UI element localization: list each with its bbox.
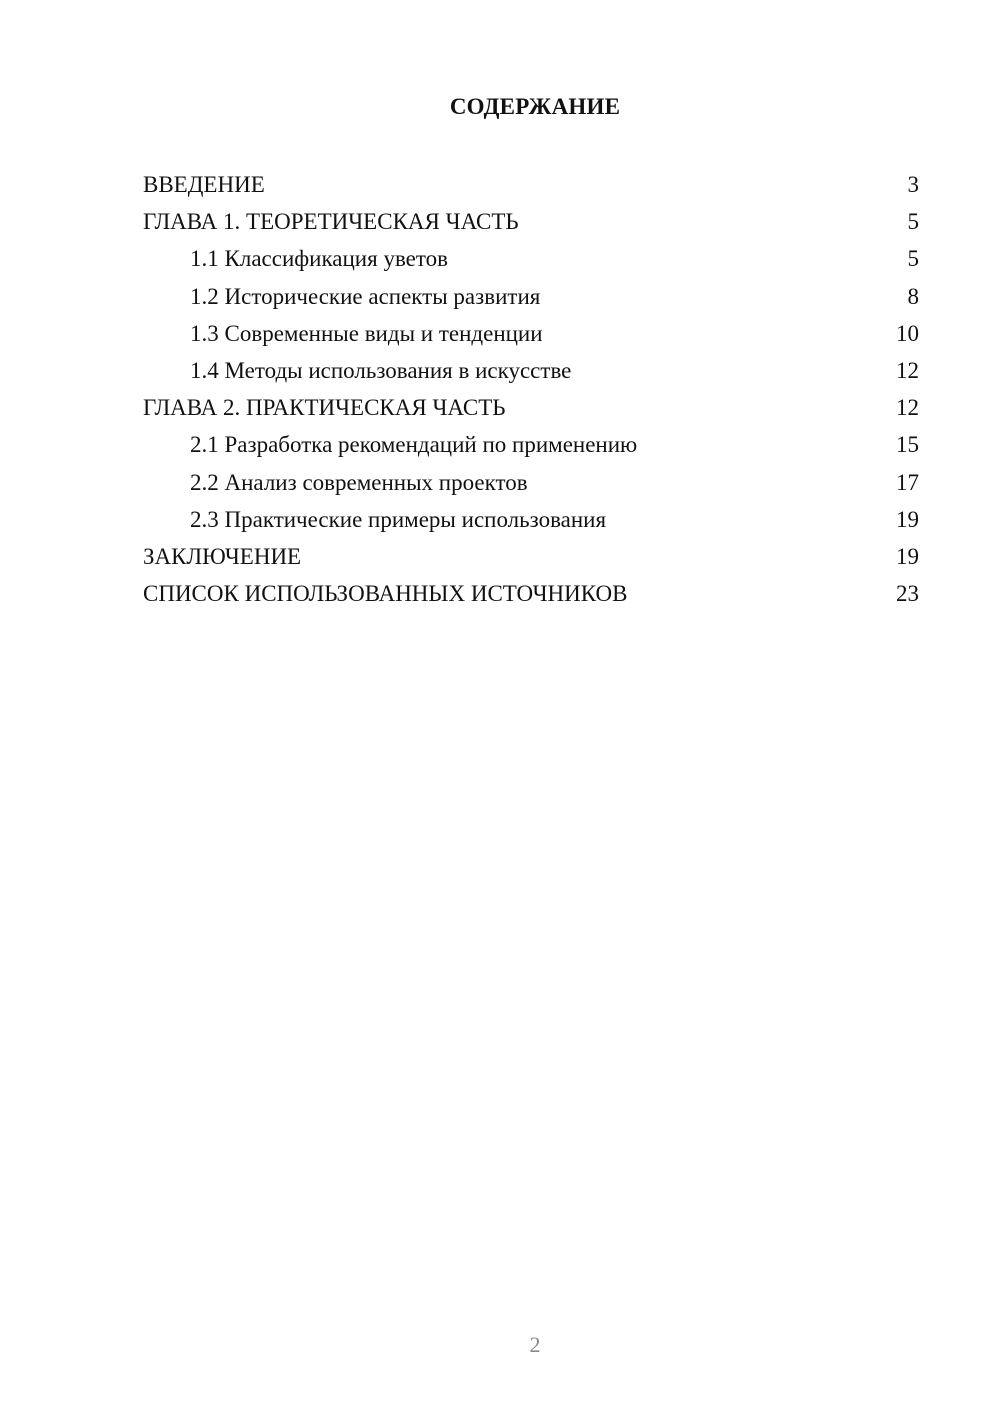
page-number: 2 (529, 1332, 541, 1357)
toc-entry-label: 2.3 Практические примеры использования (190, 506, 607, 532)
toc-entry-page: 5 (907, 209, 919, 235)
toc-entry-label: СПИСОК ИСПОЛЬЗОВАННЫХ ИСТОЧНИКОВ (143, 581, 628, 607)
toc-entry-page: 15 (896, 432, 919, 458)
toc-entry-page: 17 (896, 469, 919, 495)
toc-entry-chapter-2 (143, 389, 919, 426)
toc-entry-section-2-1 (143, 426, 919, 463)
toc-entry-label: 2.2 Анализ современных проектов (190, 469, 528, 495)
toc-entry-page: 23 (896, 581, 919, 607)
toc-entry-page: 19 (896, 543, 919, 569)
toc-entry-section-1-1 (143, 240, 919, 277)
toc-entry-label: 1.3 Современные виды и тенденции (190, 320, 543, 346)
toc-entry-page: 12 (896, 357, 919, 383)
table-of-contents (143, 166, 919, 612)
toc-entry-page: 5 (907, 246, 919, 272)
toc-entry-section-1-4 (143, 352, 919, 389)
toc-entry-page: 8 (907, 283, 919, 309)
toc-entry-section-2-3 (143, 501, 919, 538)
toc-entry-label: 1.4 Методы использования в искусстве (190, 357, 572, 383)
toc-entry-section-1-3 (143, 315, 919, 352)
toc-entry-page: 10 (896, 320, 919, 346)
toc-entry-label: 1.2 Исторические аспекты развития (190, 283, 541, 309)
toc-entry-section-2-2 (143, 464, 919, 501)
toc-entry-label: 2.1 Разработка рекомендаций по применению (190, 432, 638, 458)
toc-entry-page: 12 (896, 395, 919, 421)
toc-entry-label: 1.1 Классификация уветов (190, 246, 448, 272)
toc-entry-page: 19 (896, 506, 919, 532)
page-title: СОДЕРЖАНИЕ (449, 94, 621, 119)
toc-entry-label: ГЛАВА 2. ПРАКТИЧЕСКАЯ ЧАСТЬ (143, 395, 506, 421)
toc-entry-references (143, 575, 919, 612)
toc-entry-chapter-1 (143, 203, 919, 240)
toc-entry-conclusion (143, 538, 919, 575)
toc-entry-section-1-2 (143, 278, 919, 315)
toc-entry-page: 3 (907, 172, 919, 197)
toc-entry-label: ВВЕДЕНИЕ (143, 172, 265, 197)
toc-entry-label: ГЛАВА 1. ТЕОРЕТИЧЕСКАЯ ЧАСТЬ (143, 209, 519, 235)
toc-entry-label: ЗАКЛЮЧЕНИЕ (143, 543, 302, 569)
toc-entry-introduction (143, 166, 919, 203)
